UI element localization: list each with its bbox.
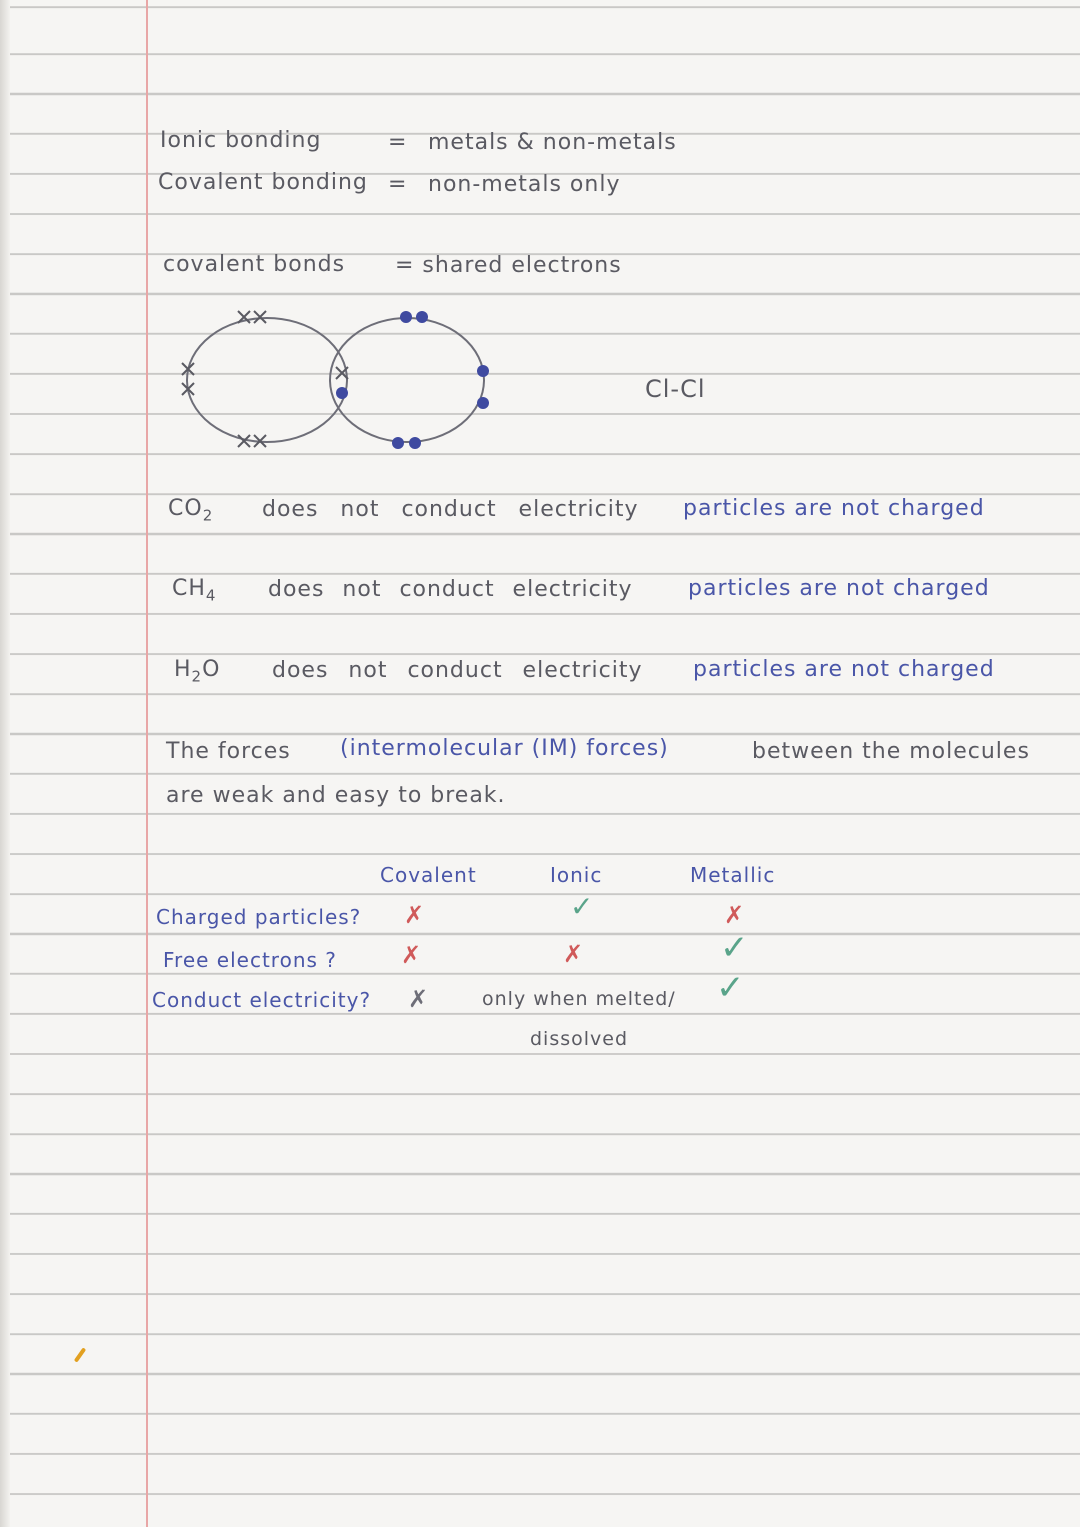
covalent-bonding-label: Covalent bonding	[158, 170, 368, 195]
covalent-bonds-label: covalent bonds	[163, 252, 346, 277]
intermolecular-forces-note: (intermolecular (IM) forces)	[340, 736, 669, 761]
ionic-charged-tick: ✓	[570, 890, 594, 923]
h2o-formula	[174, 657, 220, 685]
ch4-reason: particles are not charged	[688, 576, 990, 601]
chlorine-atom-shell-left	[187, 318, 347, 442]
ch4-statement: does not conduct electricity	[268, 577, 633, 602]
covalent-charged-cross: ✗	[404, 901, 425, 929]
equals-sign: =	[388, 172, 408, 197]
forces-weak-note: are weak and easy to break.	[166, 783, 506, 808]
co2-reason: particles are not charged	[683, 496, 985, 521]
ionic-free-electrons-cross: ✗	[563, 940, 584, 968]
margin-line	[146, 0, 148, 1527]
covalent-bonds-definition: = shared electrons	[395, 253, 622, 278]
covalent-bonding-definition: non-metals only	[428, 172, 621, 197]
covalent-free-electrons-cross: ✗	[401, 941, 422, 969]
dot-cross-diagram	[170, 295, 510, 470]
row-label-free-electrons: Free electrons ?	[163, 948, 337, 972]
row-label-charged-particles: Charged particles?	[156, 905, 362, 929]
h2o-reason: particles are not charged	[693, 657, 995, 682]
chlorine-molecule-label: Cl-Cl	[645, 375, 706, 403]
ch4-formula-text: CH	[172, 576, 206, 601]
pen-mark	[74, 1347, 86, 1362]
chlorine-atom-shell-right	[330, 318, 484, 442]
forces-intro: The forces	[166, 739, 291, 764]
ionic-bonding-definition: metals & non-metals	[428, 130, 677, 155]
h2o-subscript: 2	[191, 667, 203, 686]
covalent-conduct-cross: ✗	[408, 985, 429, 1013]
co2-formula-text: CO	[168, 496, 203, 521]
equals-sign: =	[388, 130, 408, 155]
page-edge-shadow	[0, 0, 10, 1527]
table-header-covalent: Covalent	[380, 863, 477, 887]
cross-electrons	[182, 311, 348, 447]
metallic-charged-cross: ✗	[724, 901, 745, 929]
ch4-subscript: 4	[205, 586, 217, 605]
metallic-conduct-tick: ✓	[716, 968, 745, 1008]
table-header-metallic: Metallic	[690, 863, 776, 887]
row-label-conduct-electricity: Conduct electricity?	[152, 988, 372, 1012]
table-header-ionic: Ionic	[550, 863, 603, 887]
h2o-statement: does not conduct electricity	[272, 658, 643, 683]
forces-between-molecules: between the molecules	[752, 739, 1030, 764]
co2-subscript: 2	[202, 506, 214, 525]
ionic-conduct-note-continued: dissolved	[530, 1028, 629, 1050]
h2o-formula-o: O	[202, 657, 221, 682]
co2-formula	[168, 496, 213, 524]
co2-statement: does not conduct electricity	[262, 497, 639, 522]
metallic-free-electrons-tick: ✓	[720, 928, 749, 968]
ionic-conduct-note: only when melted/	[482, 988, 676, 1010]
h2o-formula-h: H	[174, 657, 192, 682]
ch4-formula	[172, 576, 216, 604]
ionic-bonding-label: Ionic bonding	[160, 128, 322, 153]
